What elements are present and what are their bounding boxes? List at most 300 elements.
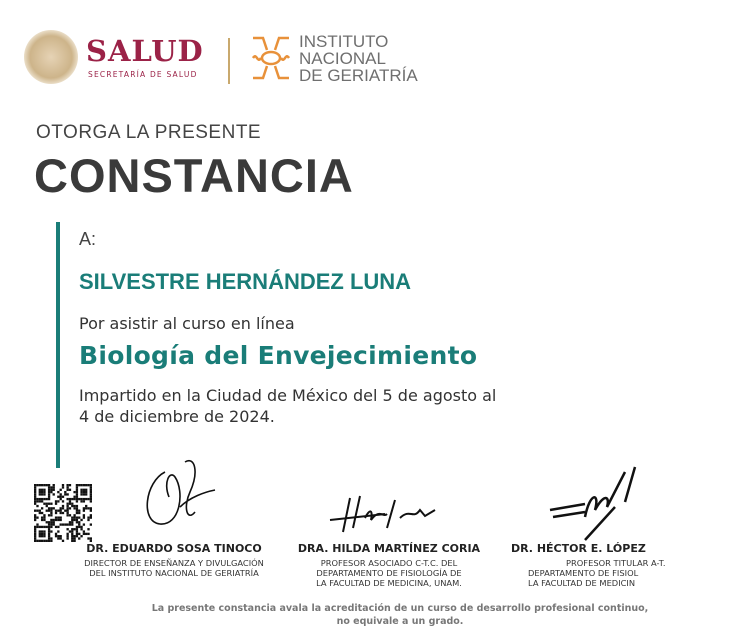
qr-module: [41, 491, 43, 493]
qr-module: [83, 530, 85, 532]
qr-module: [39, 500, 41, 502]
qr-module: [78, 498, 80, 500]
qr-module: [90, 510, 92, 512]
qr-module: [66, 537, 68, 539]
qr-module: [57, 510, 59, 512]
qr-module: [41, 493, 43, 495]
qr-module: [50, 521, 52, 523]
qr-module: [48, 523, 50, 525]
qr-module: [50, 507, 52, 509]
qr-module: [57, 535, 59, 537]
qr-module: [48, 498, 50, 500]
qr-module: [62, 496, 64, 498]
qr-module: [87, 528, 89, 530]
qr-module: [71, 535, 73, 537]
qr-module: [66, 505, 68, 507]
qr-module: [66, 486, 68, 488]
qr-module: [48, 537, 50, 539]
qr-module: [60, 496, 62, 498]
qr-module: [87, 533, 89, 535]
qr-module: [80, 500, 82, 502]
footer-line: no equivale a un grado.: [336, 616, 464, 627]
qr-module: [41, 507, 43, 509]
qr-module: [55, 526, 57, 528]
qr-module: [43, 535, 45, 537]
qr-module: [73, 491, 75, 493]
qr-module: [36, 526, 38, 528]
qr-module: [62, 505, 64, 507]
qr-module: [41, 498, 43, 500]
qr-module: [43, 533, 45, 535]
qr-module: [80, 535, 82, 537]
qr-module: [55, 519, 57, 521]
qr-module: [34, 493, 36, 495]
qr-module: [48, 526, 50, 528]
qr-module: [34, 535, 36, 537]
qr-module: [43, 484, 45, 486]
qr-module: [73, 507, 75, 509]
qr-module: [55, 516, 57, 518]
qr-module: [60, 512, 62, 514]
qr-module: [83, 498, 85, 500]
otorga-text: OTORGA LA PRESENTE: [36, 122, 262, 143]
qr-module: [48, 510, 50, 512]
qr-module: [64, 493, 66, 495]
qr-module: [48, 491, 50, 493]
qr-module: [69, 521, 71, 523]
qr-module: [78, 512, 80, 514]
qr-module: [66, 512, 68, 514]
qr-module: [78, 537, 80, 539]
qr-module: [39, 489, 41, 491]
qr-module: [90, 500, 92, 502]
qr-module: [57, 530, 59, 532]
qr-module: [46, 510, 48, 512]
qr-module: [34, 489, 36, 491]
qr-module: [85, 484, 87, 486]
qr-module: [69, 530, 71, 532]
qr-module: [46, 505, 48, 507]
qr-module: [53, 489, 55, 491]
qr-module: [69, 500, 71, 502]
qr-module: [55, 533, 57, 535]
qr-module: [66, 533, 68, 535]
qr-module: [87, 519, 89, 521]
qr-module: [60, 535, 62, 537]
details-line: 4 de diciembre de 2024.: [79, 407, 275, 426]
signer-role: [279, 558, 499, 588]
qr-module: [41, 516, 43, 518]
qr-module: [62, 486, 64, 488]
qr-module: [76, 528, 78, 530]
qr-module: [80, 526, 82, 528]
details-line: Impartido en la Ciudad de México del 5 de agosto al: [79, 386, 497, 405]
qr-module: [78, 510, 80, 512]
role-line: LA FACULTAD DE MEDICIN: [528, 578, 636, 588]
qr-module: [53, 519, 55, 521]
qr-module: [76, 507, 78, 509]
qr-module: [90, 537, 92, 539]
qr-module: [53, 523, 55, 525]
qr-module: [46, 503, 48, 505]
qr-module: [85, 491, 87, 493]
qr-module: [90, 491, 92, 493]
qr-module: [46, 540, 48, 542]
qr-module: [43, 519, 45, 521]
qr-module: [69, 489, 71, 491]
qr-module: [55, 535, 57, 537]
qr-module: [60, 523, 62, 525]
qr-module: [66, 503, 68, 505]
qr-module: [80, 489, 82, 491]
signature-3: [545, 462, 640, 542]
qr-module: [55, 512, 57, 514]
qr-module: [80, 519, 82, 521]
qr-module: [57, 526, 59, 528]
qr-module: [34, 514, 36, 516]
qr-module: [34, 500, 36, 502]
qr-module: [46, 521, 48, 523]
instituto-line: NACIONAL: [299, 49, 386, 68]
qr-module: [34, 496, 36, 498]
qr-module: [57, 537, 59, 539]
qr-module: [55, 500, 57, 502]
qr-module: [34, 528, 36, 530]
qr-module: [46, 498, 48, 500]
qr-module: [43, 498, 45, 500]
qr-module: [83, 516, 85, 518]
qr-module: [76, 521, 78, 523]
qr-module: [57, 491, 59, 493]
qr-module: [83, 489, 85, 491]
qr-module: [57, 519, 59, 521]
qr-module: [46, 526, 48, 528]
qr-module: [53, 484, 55, 486]
qr-module: [66, 510, 68, 512]
qr-module: [34, 491, 36, 493]
qr-module: [66, 489, 68, 491]
qr-module: [43, 516, 45, 518]
qr-module: [76, 496, 78, 498]
qr-module: [76, 519, 78, 521]
role-line: DEPARTAMENTO DE FISIOL: [528, 568, 639, 578]
qr-module: [50, 510, 52, 512]
qr-module: [39, 540, 41, 542]
qr-module: [43, 540, 45, 542]
qr-module: [48, 503, 50, 505]
qr-module: [43, 489, 45, 491]
qr-module: [80, 484, 82, 486]
qr-module: [41, 500, 43, 502]
qr-module: [71, 537, 73, 539]
qr-module: [48, 507, 50, 509]
qr-module: [85, 505, 87, 507]
qr-module: [76, 505, 78, 507]
qr-module: [90, 496, 92, 498]
qr-module: [41, 533, 43, 535]
qr-module: [41, 489, 43, 491]
mexico-seal-logo: [24, 30, 78, 84]
qr-module: [90, 489, 92, 491]
qr-module: [55, 510, 57, 512]
qr-module: [41, 512, 43, 514]
qr-module: [34, 503, 36, 505]
qr-module: [76, 498, 78, 500]
qr-module: [64, 523, 66, 525]
instituto-line: DE GERIATRÍA: [299, 66, 418, 85]
qr-module: [39, 493, 41, 495]
qr-module: [69, 507, 71, 509]
qr-module: [53, 521, 55, 523]
qr-module: [41, 484, 43, 486]
qr-module: [76, 489, 78, 491]
qr-module: [39, 498, 41, 500]
qr-module: [78, 526, 80, 528]
qr-module: [73, 528, 75, 530]
qr-module: [66, 507, 68, 509]
qr-module: [83, 507, 85, 509]
qr-module: [85, 498, 87, 500]
qr-module: [83, 523, 85, 525]
qr-module: [78, 523, 80, 525]
qr-module: [57, 516, 59, 518]
qr-module: [90, 514, 92, 516]
qr-module: [83, 493, 85, 495]
qr-module: [80, 493, 82, 495]
qr-module: [69, 503, 71, 505]
qr-module: [36, 505, 38, 507]
qr-module: [85, 507, 87, 509]
qr-module: [50, 503, 52, 505]
instituto-geriatria-logo-icon: [249, 34, 293, 82]
qr-module: [90, 486, 92, 488]
signature-2: [325, 488, 445, 538]
qr-module: [66, 514, 68, 516]
secretaria-text: SECRETARÍA DE SALUD: [88, 70, 198, 79]
qr-module: [71, 528, 73, 530]
qr-module: [46, 484, 48, 486]
qr-module: [50, 537, 52, 539]
qr-module: [36, 484, 38, 486]
qr-module: [39, 491, 41, 493]
accent-bar: [56, 222, 60, 468]
signer-name: DR. EDUARDO SOSA TINOCO: [86, 542, 262, 555]
qr-module: [50, 530, 52, 532]
qr-module: [36, 498, 38, 500]
qr-module: [76, 533, 78, 535]
qr-module: [60, 493, 62, 495]
qr-module: [90, 507, 92, 509]
qr-module: [50, 512, 52, 514]
qr-module: [50, 514, 52, 516]
qr-module: [62, 507, 64, 509]
qr-module: [48, 540, 50, 542]
qr-module: [73, 535, 75, 537]
qr-module: [85, 489, 87, 491]
qr-module: [71, 516, 73, 518]
qr-module: [78, 521, 80, 523]
qr-module: [50, 519, 52, 521]
qr-module: [90, 516, 92, 518]
qr-module: [39, 533, 41, 535]
qr-module: [76, 510, 78, 512]
signature-1: [135, 452, 225, 542]
qr-module: [87, 484, 89, 486]
qr-module: [50, 491, 52, 493]
qr-module: [66, 484, 68, 486]
role-line: DEL INSTITUTO NACIONAL DE GERIATRÍA: [89, 568, 259, 578]
signer-name: DR. HÉCTOR E. LÓPEZ: [511, 542, 646, 555]
qr-module: [83, 510, 85, 512]
qr-module: [48, 521, 50, 523]
qr-module: [83, 491, 85, 493]
qr-module: [41, 526, 43, 528]
qr-module: [78, 484, 80, 486]
qr-module: [90, 484, 92, 486]
qr-module: [60, 507, 62, 509]
qr-module: [71, 533, 73, 535]
qr-module: [73, 516, 75, 518]
qr-module: [34, 526, 36, 528]
qr-module: [41, 530, 43, 532]
qr-module: [43, 530, 45, 532]
instituto-line: INSTITUTO: [299, 32, 389, 51]
qr-module: [83, 533, 85, 535]
signer-role: [528, 558, 748, 588]
qr-module: [71, 521, 73, 523]
qr-module: [48, 484, 50, 486]
qr-module: [34, 519, 36, 521]
qr-module: [55, 503, 57, 505]
qr-module: [76, 535, 78, 537]
qr-module: [66, 528, 68, 530]
qr-module: [48, 486, 50, 488]
qr-module: [66, 523, 68, 525]
qr-module: [39, 484, 41, 486]
qr-module: [41, 540, 43, 542]
qr-module: [48, 535, 50, 537]
qr-module: [76, 484, 78, 486]
qr-module: [62, 500, 64, 502]
qr-module: [71, 505, 73, 507]
qr-module: [83, 500, 85, 502]
qr-module: [62, 484, 64, 486]
qr-module: [50, 523, 52, 525]
qr-module: [36, 540, 38, 542]
qr-module: [87, 537, 89, 539]
qr-module: [87, 507, 89, 509]
qr-module: [80, 491, 82, 493]
qr-module: [48, 533, 50, 535]
footer-line: La presente constancia avala la acreditación de un curso de desarrollo profesional continuo,: [151, 603, 649, 614]
qr-module: [76, 486, 78, 488]
qr-module: [73, 519, 75, 521]
qr-module: [43, 491, 45, 493]
instituto-geriatria-text: [299, 33, 418, 84]
course-details: [79, 385, 529, 427]
qr-module: [48, 496, 50, 498]
qr-module: [76, 512, 78, 514]
role-line: PROFESOR ASOCIADO C-T.C. DEL: [320, 558, 458, 568]
qr-module: [39, 526, 41, 528]
qr-module: [60, 537, 62, 539]
qr-module: [71, 503, 73, 505]
qr-module: [48, 530, 50, 532]
qr-module: [76, 500, 78, 502]
qr-module: [87, 498, 89, 500]
qr-module: [34, 516, 36, 518]
course-name: Biología del Envejecimiento: [79, 341, 478, 370]
qr-module: [66, 535, 68, 537]
qr-module: [90, 493, 92, 495]
qr-module: [36, 510, 38, 512]
qr-module: [53, 493, 55, 495]
qr-module: [60, 516, 62, 518]
qr-module: [41, 535, 43, 537]
role-line: DEPARTAMENTO DE FISIOLOGÍA DE: [316, 568, 462, 578]
qr-module: [57, 496, 59, 498]
qr-module: [50, 526, 52, 528]
qr-module: [76, 530, 78, 532]
qr-module: [83, 484, 85, 486]
qr-module: [36, 500, 38, 502]
role-line: LA FACULTAD DE MEDICINA, UNAM.: [316, 578, 462, 588]
qr-module: [64, 491, 66, 493]
qr-module: [80, 528, 82, 530]
footer-disclaimer: [100, 602, 700, 628]
qr-module: [71, 523, 73, 525]
qr-module: [73, 498, 75, 500]
qr-module: [69, 514, 71, 516]
recipient-name: SILVESTRE HERNÁNDEZ LUNA: [79, 269, 412, 294]
salud-logo-text: SALUD: [86, 34, 204, 68]
qr-module: [60, 510, 62, 512]
qr-module: [69, 484, 71, 486]
qr-module: [62, 523, 64, 525]
qr-module: [85, 493, 87, 495]
role-line: DIRECTOR DE ENSEÑANZA Y DIVULGACIÓN: [84, 558, 264, 568]
qr-module: [71, 519, 73, 521]
qr-module: [43, 503, 45, 505]
qr-module: [57, 500, 59, 502]
qr-module: [34, 540, 36, 542]
qr-module: [53, 507, 55, 509]
qr-module: [90, 523, 92, 525]
qr-module: [73, 505, 75, 507]
signer-role: [64, 558, 284, 578]
qr-module: [43, 493, 45, 495]
qr-module: [39, 510, 41, 512]
recipient-label: A:: [79, 229, 97, 249]
qr-module: [85, 533, 87, 535]
qr-code[interactable]: [34, 484, 92, 542]
qr-module: [43, 526, 45, 528]
signer-name: DRA. HILDA MARTÍNEZ CORIA: [297, 542, 481, 555]
qr-module: [83, 514, 85, 516]
qr-module: [48, 493, 50, 495]
qr-module: [78, 533, 80, 535]
qr-module: [50, 489, 52, 491]
qr-module: [69, 498, 71, 500]
qr-module: [34, 484, 36, 486]
qr-module: [60, 489, 62, 491]
course-intro: Por asistir al curso en línea: [79, 314, 295, 333]
qr-module: [50, 540, 52, 542]
qr-module: [76, 526, 78, 528]
qr-module: [41, 519, 43, 521]
qr-module: [73, 537, 75, 539]
qr-module: [87, 516, 89, 518]
